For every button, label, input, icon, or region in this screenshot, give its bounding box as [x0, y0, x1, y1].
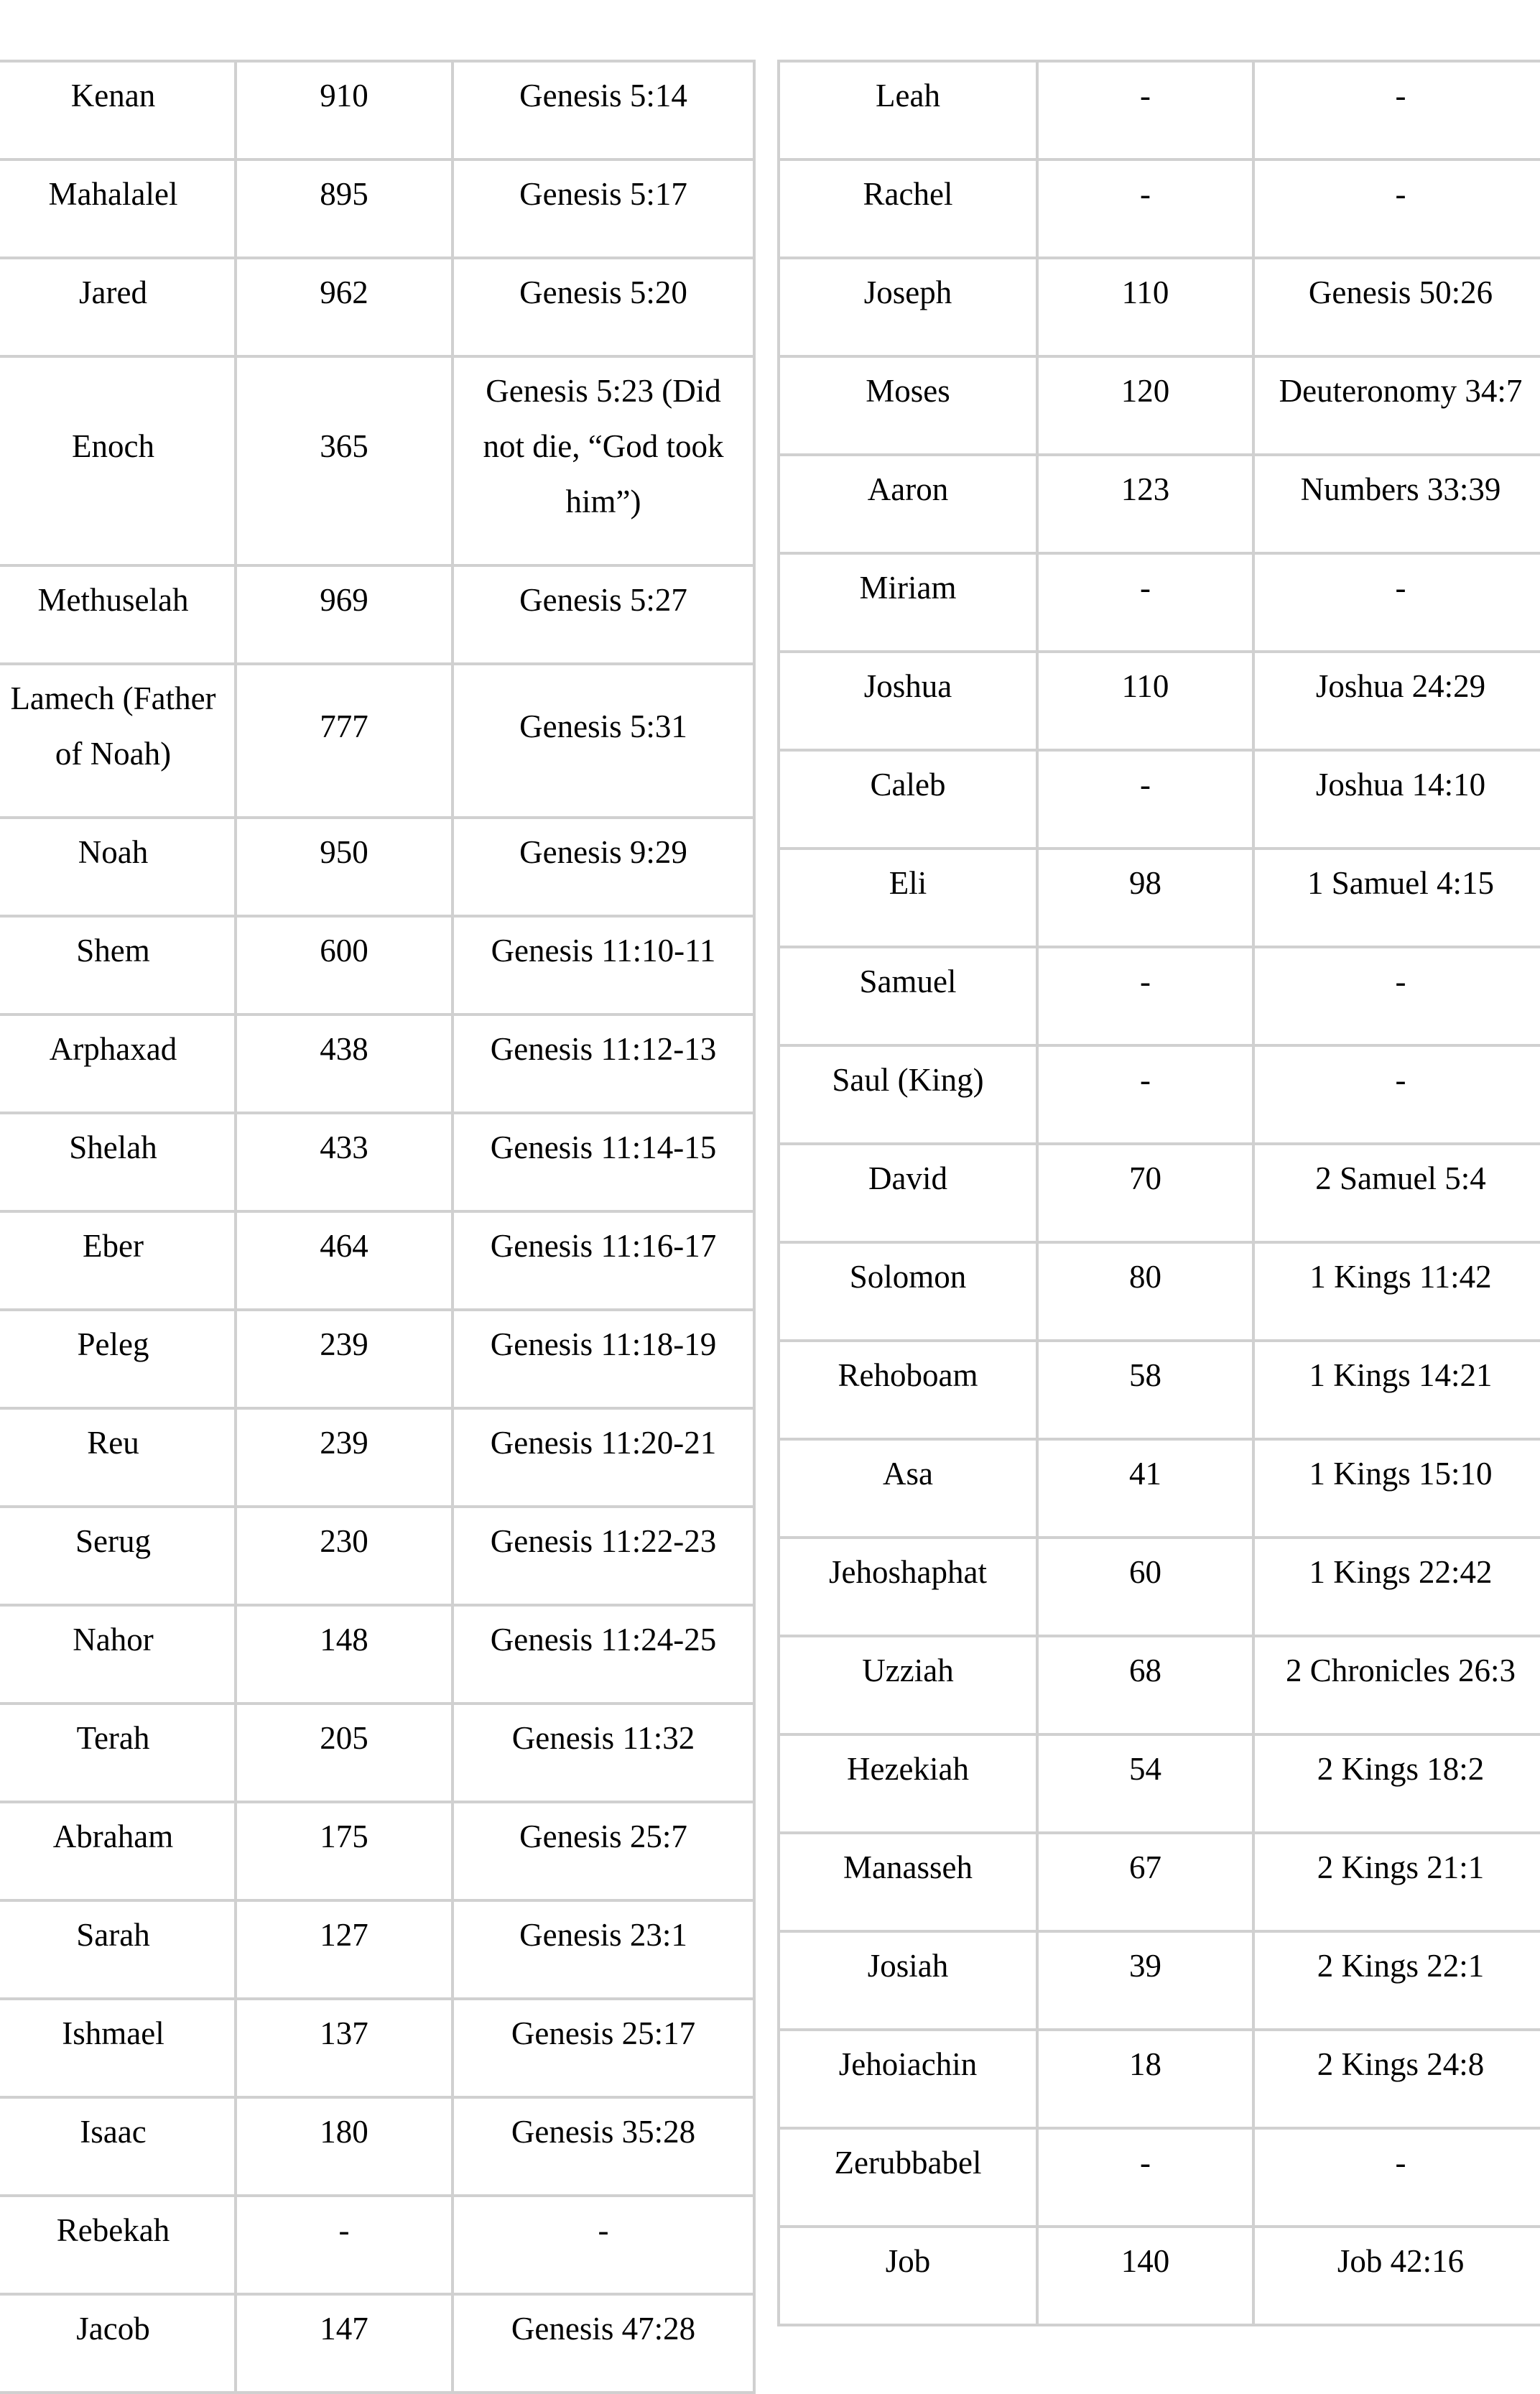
age-cell: -	[1037, 750, 1253, 849]
reference-cell: 1 Kings 15:10	[1253, 1439, 1540, 1538]
age-cell: 600	[236, 916, 453, 1015]
age-cell: -	[1037, 947, 1253, 1045]
person-name-cell: Methuselah	[0, 565, 236, 664]
age-cell: 175	[236, 1802, 453, 1900]
reference-cell: 1 Kings 14:21	[1253, 1341, 1540, 1439]
reference-cell: Genesis 5:27	[453, 565, 754, 664]
reference-cell: Genesis 25:7	[453, 1802, 754, 1900]
table-row	[0, 160, 754, 258]
table-row	[779, 1242, 1540, 1341]
reference-cell: -	[1253, 2128, 1540, 2227]
age-cell: 895	[236, 160, 453, 258]
reference-cell: -	[1253, 553, 1540, 652]
age-cell: -	[236, 2196, 453, 2294]
table-row	[0, 2196, 754, 2294]
person-name-cell: Jehoiachin	[779, 2030, 1037, 2128]
table-row	[779, 455, 1540, 553]
age-cell: -	[1037, 2128, 1253, 2227]
reference-cell: 2 Kings 22:1	[1253, 1931, 1540, 2030]
reference-cell: -	[1253, 160, 1540, 258]
age-cell: -	[1037, 1045, 1253, 1144]
age-cell: -	[1037, 553, 1253, 652]
table-row	[0, 664, 754, 818]
reference-cell: Genesis 5:31	[453, 664, 754, 818]
person-name-cell: Lamech (Father of Noah)	[0, 664, 236, 818]
table-row	[0, 356, 754, 565]
reference-cell: Genesis 11:12-13	[453, 1015, 754, 1113]
person-name-cell: Hezekiah	[779, 1734, 1037, 1833]
reference-cell: -	[1253, 947, 1540, 1045]
table-row	[779, 1439, 1540, 1538]
age-cell: 239	[236, 1408, 453, 1507]
person-name-cell: Isaac	[0, 2097, 236, 2196]
reference-cell: Genesis 5:20	[453, 258, 754, 356]
table-row	[779, 1833, 1540, 1931]
reference-cell: Genesis 9:29	[453, 818, 754, 916]
table-row	[779, 1538, 1540, 1636]
person-name-cell: Terah	[0, 1704, 236, 1802]
age-cell: 950	[236, 818, 453, 916]
reference-cell: Genesis 47:28	[453, 2294, 754, 2393]
person-name-cell: Rachel	[779, 160, 1037, 258]
age-cell: 120	[1037, 356, 1253, 455]
age-cell: 123	[1037, 455, 1253, 553]
age-cell: 110	[1037, 652, 1253, 750]
reference-cell: 2 Kings 21:1	[1253, 1833, 1540, 1931]
person-name-cell: Manasseh	[779, 1833, 1037, 1931]
person-name-cell: Serug	[0, 1507, 236, 1605]
reference-cell: Genesis 5:14	[453, 61, 754, 160]
table-row	[779, 1144, 1540, 1242]
reference-cell: Genesis 5:23 (Did not die, “God took him”)	[453, 356, 754, 565]
table-row	[0, 1802, 754, 1900]
reference-cell: 2 Chronicles 26:3	[1253, 1636, 1540, 1734]
age-cell: 180	[236, 2097, 453, 2196]
age-cell: 438	[236, 1015, 453, 1113]
reference-cell: Deuteronomy 34:7	[1253, 356, 1540, 455]
person-name-cell: Moses	[779, 356, 1037, 455]
reference-cell: Genesis 25:17	[453, 1999, 754, 2097]
table-row	[779, 2030, 1540, 2128]
reference-cell: Genesis 11:16-17	[453, 1211, 754, 1310]
age-cell: 230	[236, 1507, 453, 1605]
table-row	[0, 1408, 754, 1507]
person-name-cell: Jacob	[0, 2294, 236, 2393]
person-name-cell: Zerubbabel	[779, 2128, 1037, 2227]
table-row	[0, 258, 754, 356]
person-name-cell: Abraham	[0, 1802, 236, 1900]
age-cell: 433	[236, 1113, 453, 1211]
person-name-cell: Shem	[0, 916, 236, 1015]
reference-cell: 2 Samuel 5:4	[1253, 1144, 1540, 1242]
person-name-cell: Asa	[779, 1439, 1037, 1538]
age-cell: 777	[236, 664, 453, 818]
age-cell: 70	[1037, 1144, 1253, 1242]
age-cell: 127	[236, 1900, 453, 1999]
table-row	[779, 258, 1540, 356]
person-name-cell: Jehoshaphat	[779, 1538, 1037, 1636]
table-row	[0, 1900, 754, 1999]
reference-cell: Genesis 23:1	[453, 1900, 754, 1999]
age-cell: 962	[236, 258, 453, 356]
person-name-cell: Rebekah	[0, 2196, 236, 2294]
table-row	[779, 1045, 1540, 1144]
person-name-cell: Job	[779, 2227, 1037, 2325]
age-cell: 18	[1037, 2030, 1253, 2128]
person-name-cell: Reu	[0, 1408, 236, 1507]
table-row	[779, 356, 1540, 455]
table-row	[779, 849, 1540, 947]
reference-cell: -	[1253, 61, 1540, 160]
reference-cell: Genesis 50:26	[1253, 258, 1540, 356]
person-name-cell: Peleg	[0, 1310, 236, 1408]
person-name-cell: Jared	[0, 258, 236, 356]
age-cell: 58	[1037, 1341, 1253, 1439]
person-name-cell: Solomon	[779, 1242, 1037, 1341]
age-cell: 239	[236, 1310, 453, 1408]
age-cell: 68	[1037, 1636, 1253, 1734]
reference-cell: 1 Kings 22:42	[1253, 1538, 1540, 1636]
age-cell: 67	[1037, 1833, 1253, 1931]
person-name-cell: Caleb	[779, 750, 1037, 849]
age-cell: -	[1037, 61, 1253, 160]
ages-table-right	[777, 60, 1540, 2326]
person-name-cell: Uzziah	[779, 1636, 1037, 1734]
table-row	[0, 565, 754, 664]
table-row	[779, 2128, 1540, 2227]
age-cell: 969	[236, 565, 453, 664]
reference-cell: -	[1253, 1045, 1540, 1144]
reference-cell: 2 Kings 18:2	[1253, 1734, 1540, 1833]
person-name-cell: David	[779, 1144, 1037, 1242]
person-name-cell: Eli	[779, 849, 1037, 947]
table-row	[0, 1507, 754, 1605]
table-row	[0, 2097, 754, 2196]
age-cell: 60	[1037, 1538, 1253, 1636]
person-name-cell: Saul (King)	[779, 1045, 1037, 1144]
person-name-cell: Miriam	[779, 553, 1037, 652]
table-row	[0, 2294, 754, 2393]
table-row	[0, 1999, 754, 2097]
age-cell: 110	[1037, 258, 1253, 356]
table-row	[0, 1605, 754, 1704]
reference-cell: Genesis 11:24-25	[453, 1605, 754, 1704]
person-name-cell: Enoch	[0, 356, 236, 565]
age-cell: 41	[1037, 1439, 1253, 1538]
age-cell: 54	[1037, 1734, 1253, 1833]
table-row	[0, 1113, 754, 1211]
person-name-cell: Eber	[0, 1211, 236, 1310]
table-row	[779, 652, 1540, 750]
age-cell: 148	[236, 1605, 453, 1704]
reference-cell: 2 Kings 24:8	[1253, 2030, 1540, 2128]
reference-cell: Genesis 11:14-15	[453, 1113, 754, 1211]
age-cell: 137	[236, 1999, 453, 2097]
reference-cell: -	[453, 2196, 754, 2294]
table-row	[779, 1341, 1540, 1439]
person-name-cell: Noah	[0, 818, 236, 916]
reference-cell: Genesis 5:17	[453, 160, 754, 258]
reference-cell: Genesis 35:28	[453, 2097, 754, 2196]
person-name-cell: Ishmael	[0, 1999, 236, 2097]
table-row	[779, 750, 1540, 849]
reference-cell: Genesis 11:10-11	[453, 916, 754, 1015]
age-cell: 98	[1037, 849, 1253, 947]
table-row	[0, 1015, 754, 1113]
person-name-cell: Mahalalel	[0, 160, 236, 258]
table-row	[779, 61, 1540, 160]
age-cell: 39	[1037, 1931, 1253, 2030]
table-row	[779, 553, 1540, 652]
reference-cell: 1 Samuel 4:15	[1253, 849, 1540, 947]
person-name-cell: Joseph	[779, 258, 1037, 356]
age-cell: 365	[236, 356, 453, 565]
person-name-cell: Josiah	[779, 1931, 1037, 2030]
reference-cell: Joshua 14:10	[1253, 750, 1540, 849]
person-name-cell: Rehoboam	[779, 1341, 1037, 1439]
person-name-cell: Leah	[779, 61, 1037, 160]
person-name-cell: Kenan	[0, 61, 236, 160]
table-row	[779, 160, 1540, 258]
age-cell: -	[1037, 160, 1253, 258]
person-name-cell: Sarah	[0, 1900, 236, 1999]
age-cell: 910	[236, 61, 453, 160]
ages-table-right-body	[779, 61, 1540, 2325]
reference-cell: Numbers 33:39	[1253, 455, 1540, 553]
age-cell: 205	[236, 1704, 453, 1802]
age-cell: 464	[236, 1211, 453, 1310]
reference-cell: Job 42:16	[1253, 2227, 1540, 2325]
reference-cell: Joshua 24:29	[1253, 652, 1540, 750]
reference-cell: Genesis 11:20-21	[453, 1408, 754, 1507]
reference-cell: Genesis 11:32	[453, 1704, 754, 1802]
table-row	[779, 1931, 1540, 2030]
age-cell: 140	[1037, 2227, 1253, 2325]
table-row	[779, 947, 1540, 1045]
ages-table-left	[0, 60, 756, 2394]
table-row	[779, 1636, 1540, 1734]
table-row	[0, 1211, 754, 1310]
table-row	[0, 818, 754, 916]
reference-cell: 1 Kings 11:42	[1253, 1242, 1540, 1341]
person-name-cell: Aaron	[779, 455, 1037, 553]
person-name-cell: Samuel	[779, 947, 1037, 1045]
table-row	[0, 916, 754, 1015]
person-name-cell: Joshua	[779, 652, 1037, 750]
age-cell: 80	[1037, 1242, 1253, 1341]
person-name-cell: Arphaxad	[0, 1015, 236, 1113]
person-name-cell: Nahor	[0, 1605, 236, 1704]
table-row	[779, 1734, 1540, 1833]
ages-table-left-body	[0, 61, 754, 2393]
table-row	[0, 1704, 754, 1802]
reference-cell: Genesis 11:18-19	[453, 1310, 754, 1408]
table-row	[0, 61, 754, 160]
reference-cell: Genesis 11:22-23	[453, 1507, 754, 1605]
person-name-cell: Shelah	[0, 1113, 236, 1211]
age-cell: 147	[236, 2294, 453, 2393]
table-row	[0, 1310, 754, 1408]
